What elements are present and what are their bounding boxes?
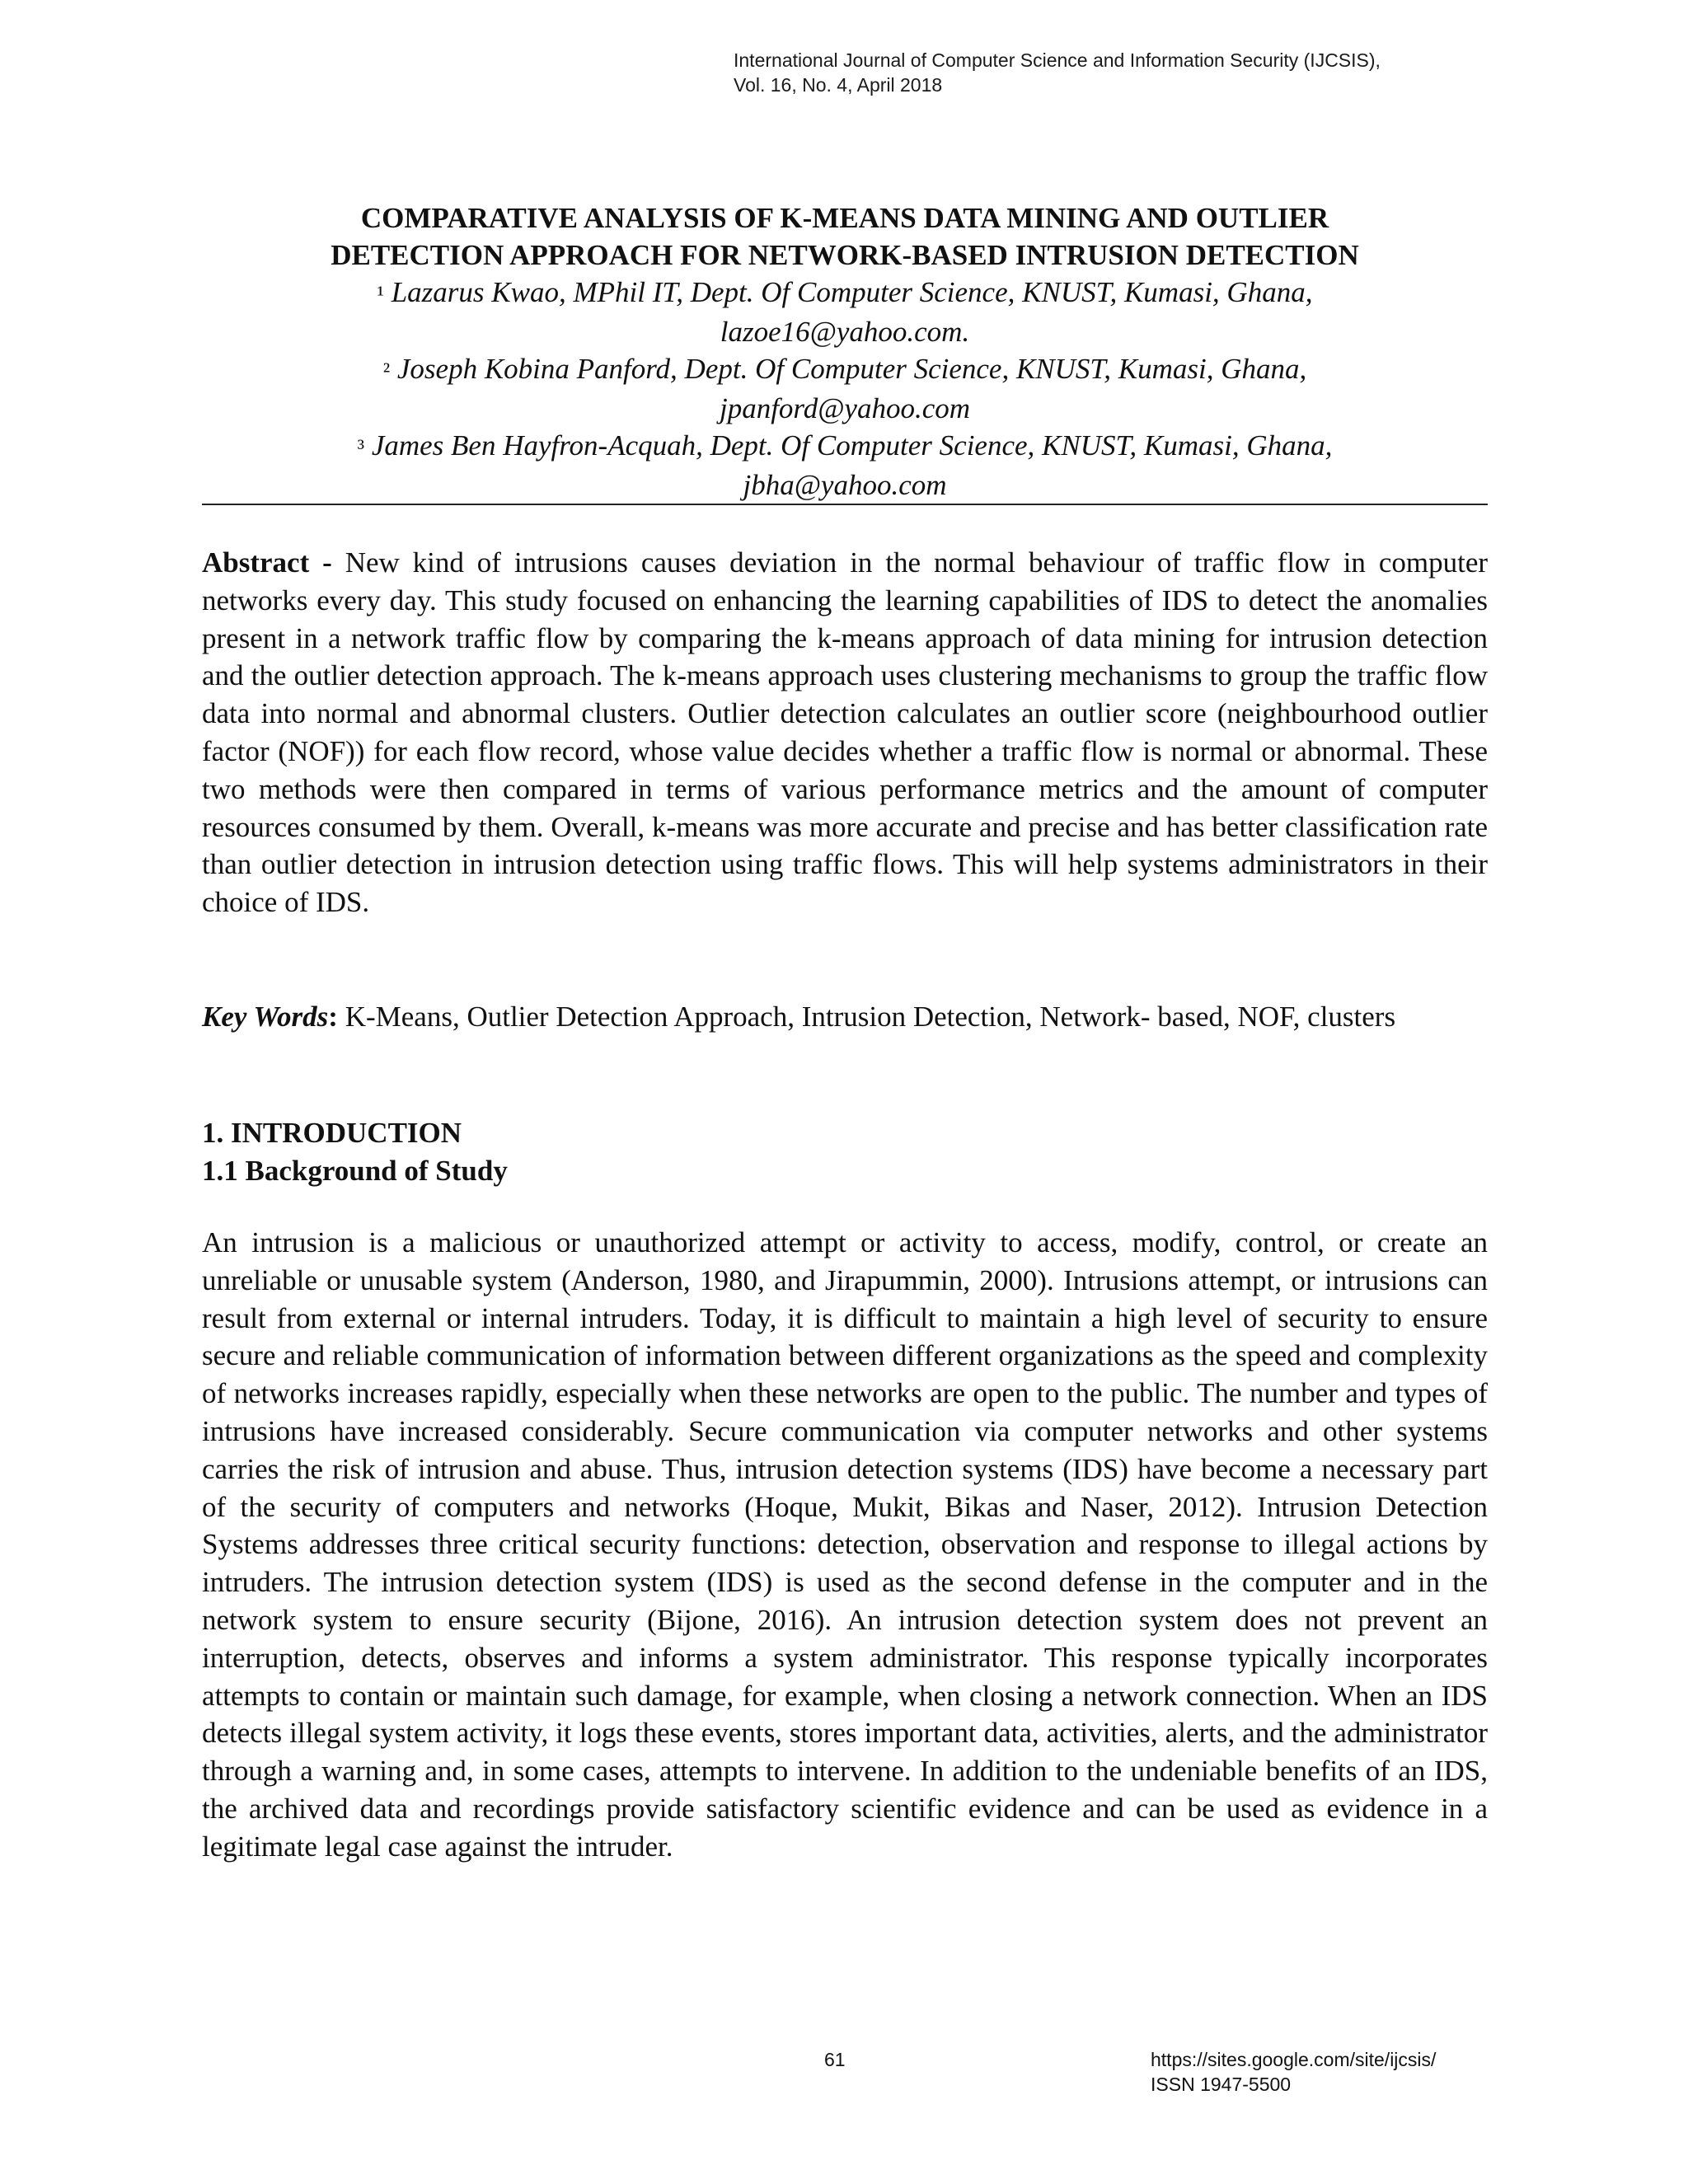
footer-info [1151, 2047, 1436, 2097]
keywords [202, 998, 1488, 1036]
section-headings [202, 1114, 1488, 1190]
footer-url: https://sites.google.com/site/ijcsis/ [1151, 2049, 1437, 2070]
author-1-affiliation [202, 274, 1488, 313]
intro-paragraph: An intrusion is a malicious or unauthorized attempt or activity to access, modify, control, or create an unreliable or unusable system (Anderson, 1980, and Jirapummin, 2000). Intrusions attempt, or intrusions can result from external or internal intruders. Today, it is difficult to maintain a high level of security to ensure secure and reliable communication of information between different organizations as the speed and complexity of networks increases rapidly, especially when these networks are open to the public. The number and types of intrusions have increased considerably. Secure communication via computer networks and other systems carries the risk of intrusion and abuse. Thus, intrusion detection systems (IDS) have become a necessary part of the security of computers and networks (Hoque, Mukit, Bikas and Naser, 2012). Intrusion Detection Systems addresses three critical security functions: detection, observation and response to illegal actions by intruders. The intrusion detection system (IDS) is used as the second defense in the computer and in the network system to ensure security (Bijone, 2016). An intrusion detection system does not prevent an interruption, detects, observes and informs a system administrator. This response typically incorporates attempts to contain or maintain such damage, for example, when closing a network connection. When an IDS detects illegal system activity, it logs these events, stores important data, activities, alerts, and the administrator through a warning and, in some cases, attempts to intervene. In addition to the undeniable benefits of an IDS, the archived data and recordings provide satisfactory scientific evidence and can be used as evidence in a legitimate legal case against the intruder. [202, 1226, 1488, 1863]
author-1-number: ¹ [377, 282, 384, 307]
author-1-email: lazoe16@yahoo.com. [720, 316, 970, 348]
author-3-email: jbha@yahoo.com [743, 469, 947, 501]
heading-background: 1.1 Background of Study [202, 1155, 508, 1187]
author-3-details: James Ben Hayfron-Acquah, Dept. Of Computer Science, KNUST, Kumasi, Ghana, [371, 429, 1333, 462]
keywords-label: Key Words [202, 1001, 329, 1033]
abstract [202, 544, 1488, 921]
keywords-text: K-Means, Outlier Detection Approach, Intrusion Detection, Network- based, NOF, clusters [345, 1001, 1396, 1033]
paper-title-line-2: DETECTION APPROACH FOR NETWORK-BASED INTRUSION DETECTION [331, 239, 1359, 271]
title-block [202, 199, 1488, 504]
journal-volume: Vol. 16, No. 4, April 2018 [734, 74, 943, 96]
keywords-colon: : [328, 1001, 338, 1033]
author-3 [202, 427, 1488, 504]
author-2-affiliation [202, 350, 1488, 390]
author-2 [202, 350, 1488, 427]
journal-header [734, 48, 1381, 97]
title-divider [202, 504, 1488, 505]
author-2-details: Joseph Kobina Panford, Dept. Of Computer Science, KNUST, Kumasi, Ghana, [396, 353, 1307, 385]
abstract-text: New kind of intrusions causes deviation in the normal behaviour of traffic flow in computer networks every day. This study focused on enhancing the learning capabilities of IDS to detect the anomalies present in a network traffic flow by comparing the k-means approach of data mining for intrusion detection and the outlier detection approach. The k-means approach uses clustering mechanisms to group the traffic flow data into normal and abnormal clusters. Outlier detection calculates an outlier score (neighbourhood outlier factor (NOF)) for each flow record, whose value decides whether a traffic flow is normal or abnormal. These two methods were then compared in terms of various performance metrics and the amount of computer resources consumed by them. Overall, k-means was more accurate and precise and has better classification rate than outlier detection in intrusion detection using traffic flows. This will help systems administrators in their choice of IDS. [202, 546, 1489, 919]
journal-name: International Journal of Computer Science and Information Security (IJCSIS), [734, 49, 1381, 71]
heading-introduction: 1. INTRODUCTION [202, 1117, 462, 1149]
page-number: 61 [824, 2049, 846, 2070]
author-1 [202, 274, 1488, 350]
author-2-number: ² [382, 359, 391, 384]
paper-title-line-1: COMPARATIVE ANALYSIS OF K-MEANS DATA MINING AND OUTLIER [360, 202, 1329, 234]
footer-issn: ISSN 1947-5500 [1151, 2074, 1292, 2095]
author-1-details: Lazarus Kwao, MPhil IT, Dept. Of Computer Science, KNUST, Kumasi, Ghana, [391, 276, 1313, 308]
author-2-email: jpanford@yahoo.com [719, 392, 971, 424]
author-3-affiliation [202, 427, 1488, 466]
author-3-number: ³ [357, 435, 365, 461]
paper-title [202, 199, 1488, 274]
abstract-label: Abstract - [202, 546, 332, 579]
